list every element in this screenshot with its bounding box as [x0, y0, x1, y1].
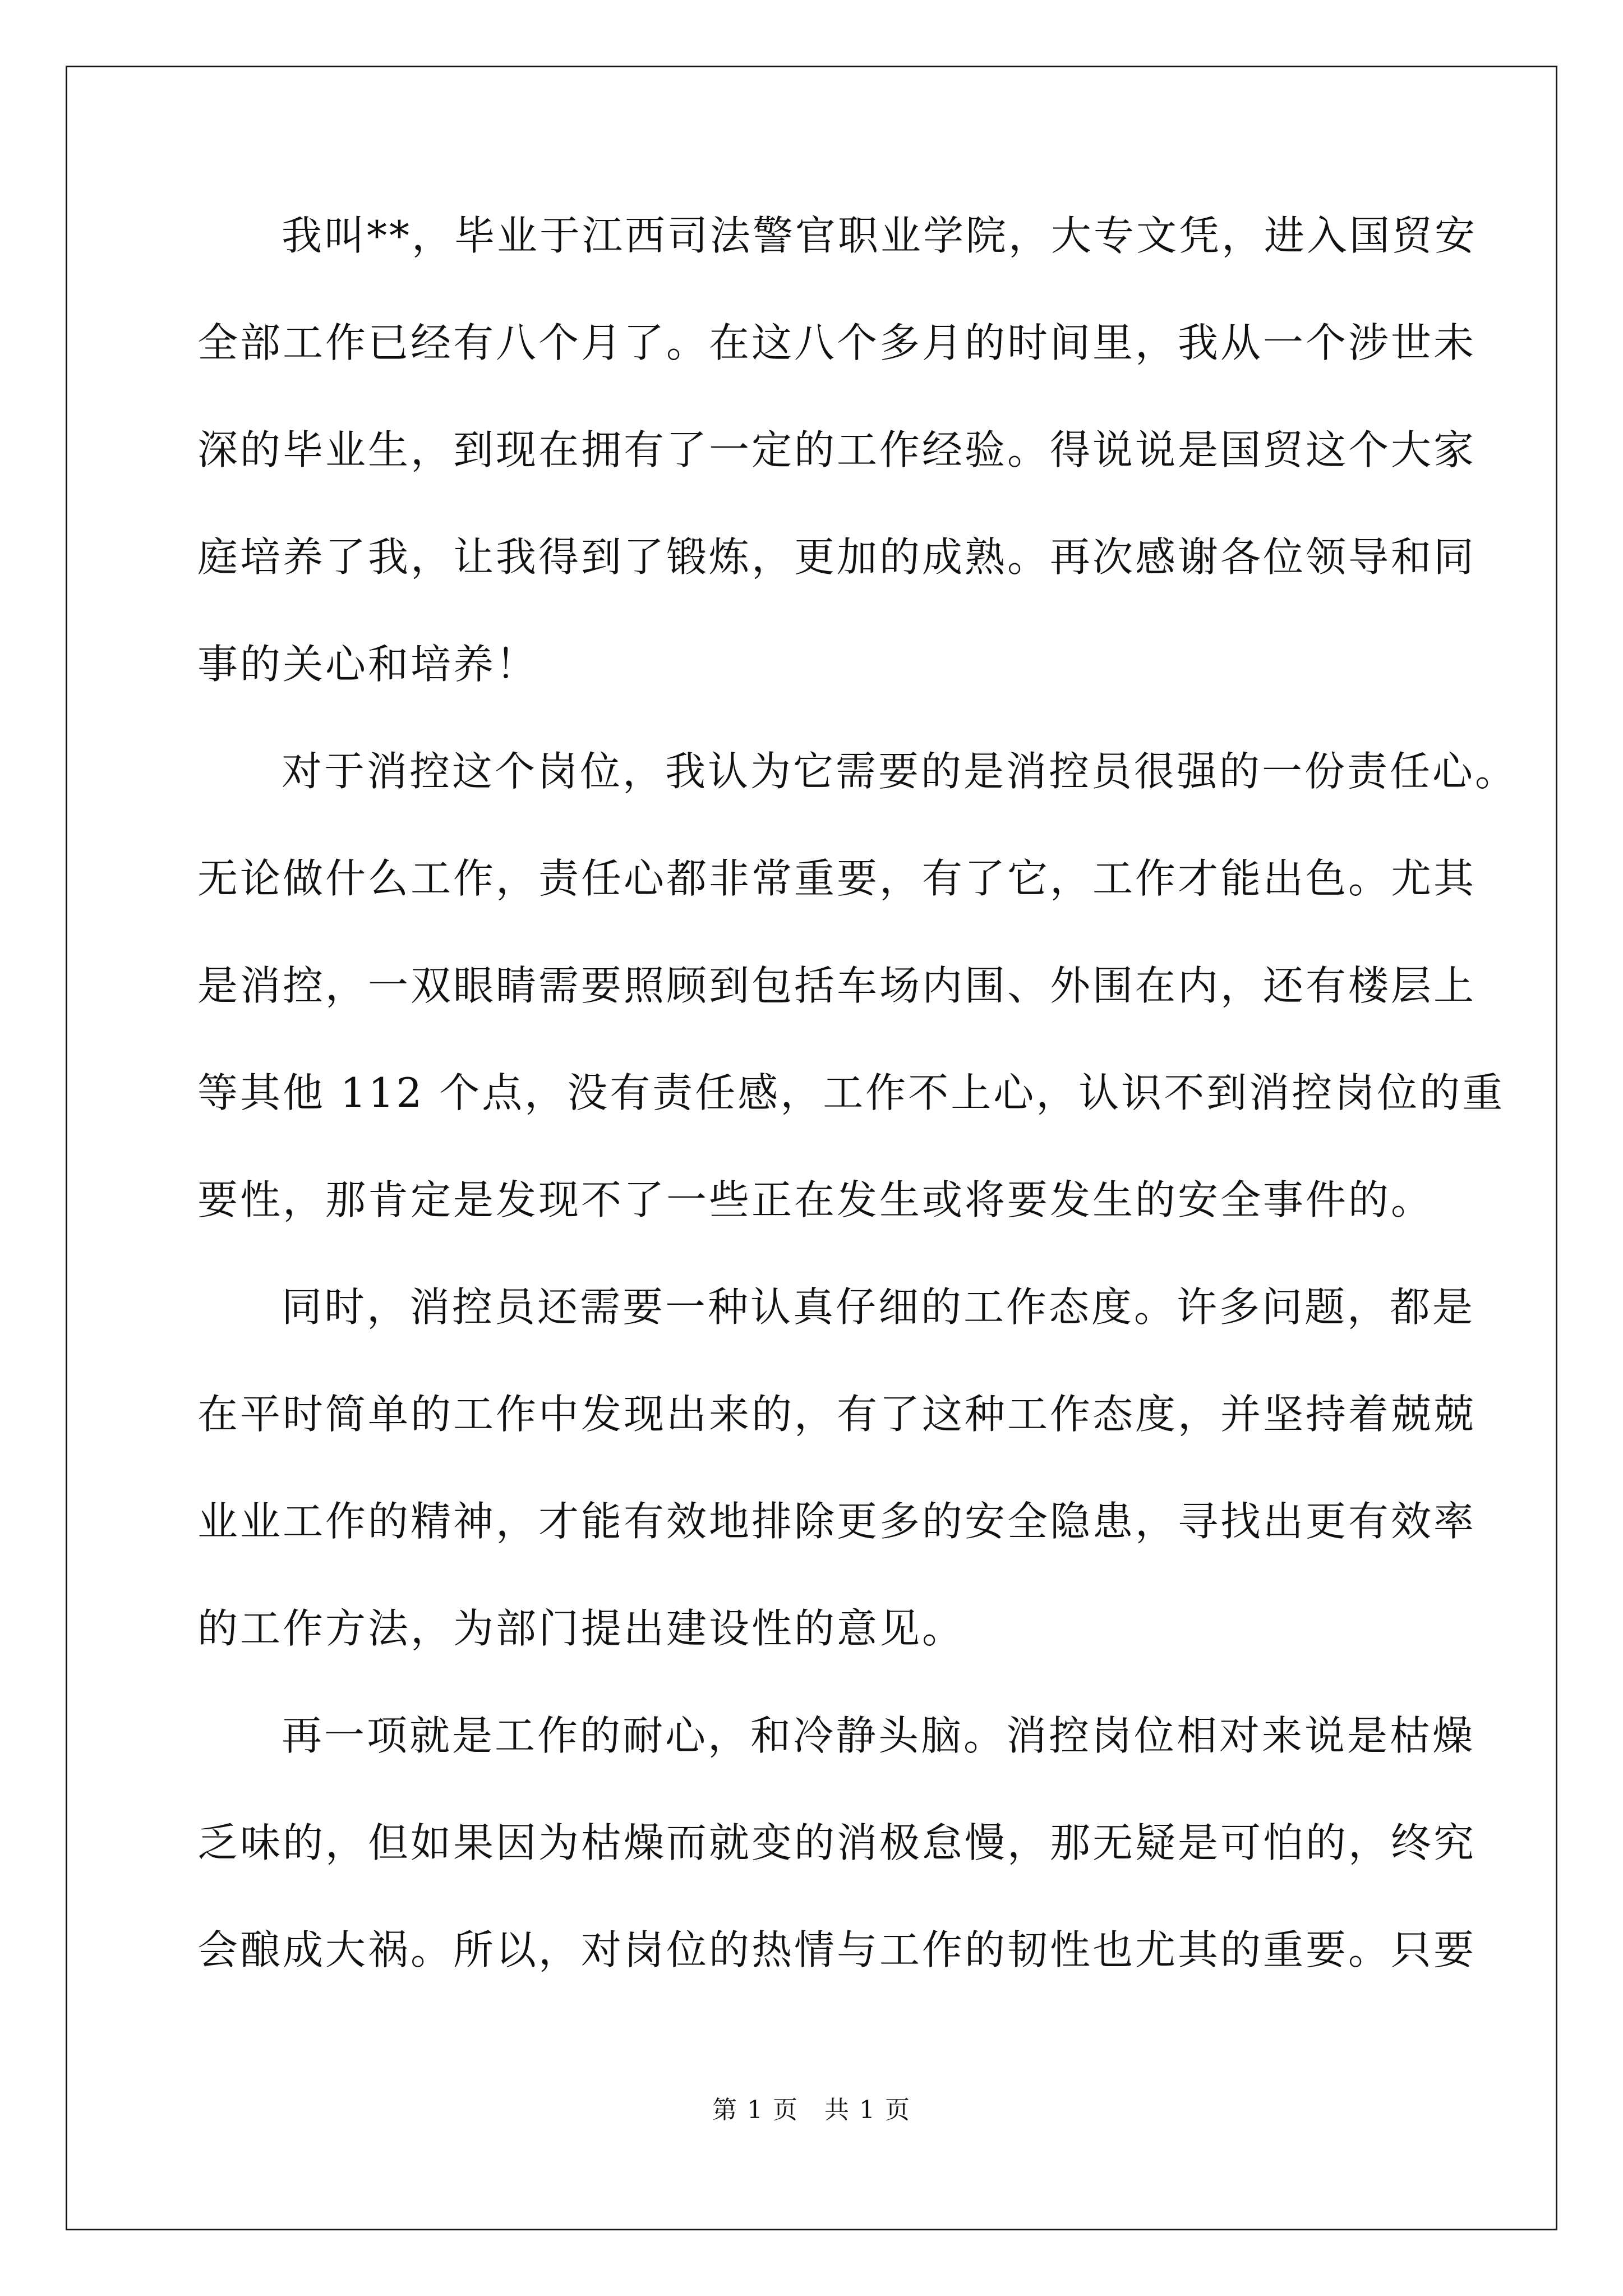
page-number-footer: 第 1 页 共 1 页 [712, 2096, 911, 2124]
text-line: 无论做什么工作，责任心都非常重要，有了它，工作才能出色。尤其 [197, 855, 1477, 902]
text-line: 全部工作已经有八个月了。在这八个多月的时间里，我从一个涉世未 [197, 319, 1477, 366]
text-line: 再一项就是工作的耐心，和冷静头脑。消控岗位相对来说是枯燥 [282, 1712, 1476, 1759]
text-line: 业业工作的精神，才能有效地排除更多的安全隐患，寻找出更有效率 [197, 1498, 1477, 1545]
page-border [66, 66, 1557, 2230]
text-line: 我叫**，毕业于江西司法警官职业学院，大专文凭，进入国贸安 [282, 212, 1478, 259]
text-line: 事的关心和培养！ [197, 641, 539, 688]
text-line: 深的毕业生，到现在拥有了一定的工作经验。得说说是国贸这个大家 [197, 426, 1477, 473]
text-line: 对于消控这个岗位，我认为它需要的是消控员很强的一份责任心。 [282, 748, 1518, 795]
text-line: 同时，消控员还需要一种认真仔细的工作态度。许多问题，都是 [282, 1283, 1476, 1331]
text-line: 会酿成大祸。所以，对岗位的热情与工作的韧性也尤其的重要。只要 [197, 1926, 1477, 1973]
text-line: 庭培养了我，让我得到了锻炼，更加的成熟。再次感谢各位领导和同 [197, 533, 1477, 581]
text-line: 在平时简单的工作中发现出来的，有了这种工作态度，并坚持着兢兢 [197, 1391, 1477, 1438]
text-line: 是消控，一双眼睛需要照顾到包括车场内围、外围在内，还有楼层上 [197, 962, 1477, 1009]
text-line: 要性，那肯定是发现不了一些正在发生或将要发生的安全事件的。 [197, 1176, 1434, 1223]
text-line: 的工作方法，为部门提出建设性的意见。 [197, 1605, 965, 1652]
text-line: 乏味的，但如果因为枯燥而就变的消极怠慢，那无疑是可怕的，终究 [197, 1819, 1477, 1866]
text-line: 等其他 112 个点，没有责任感，工作不上心，认识不到消控岗位的重 [197, 1069, 1505, 1116]
